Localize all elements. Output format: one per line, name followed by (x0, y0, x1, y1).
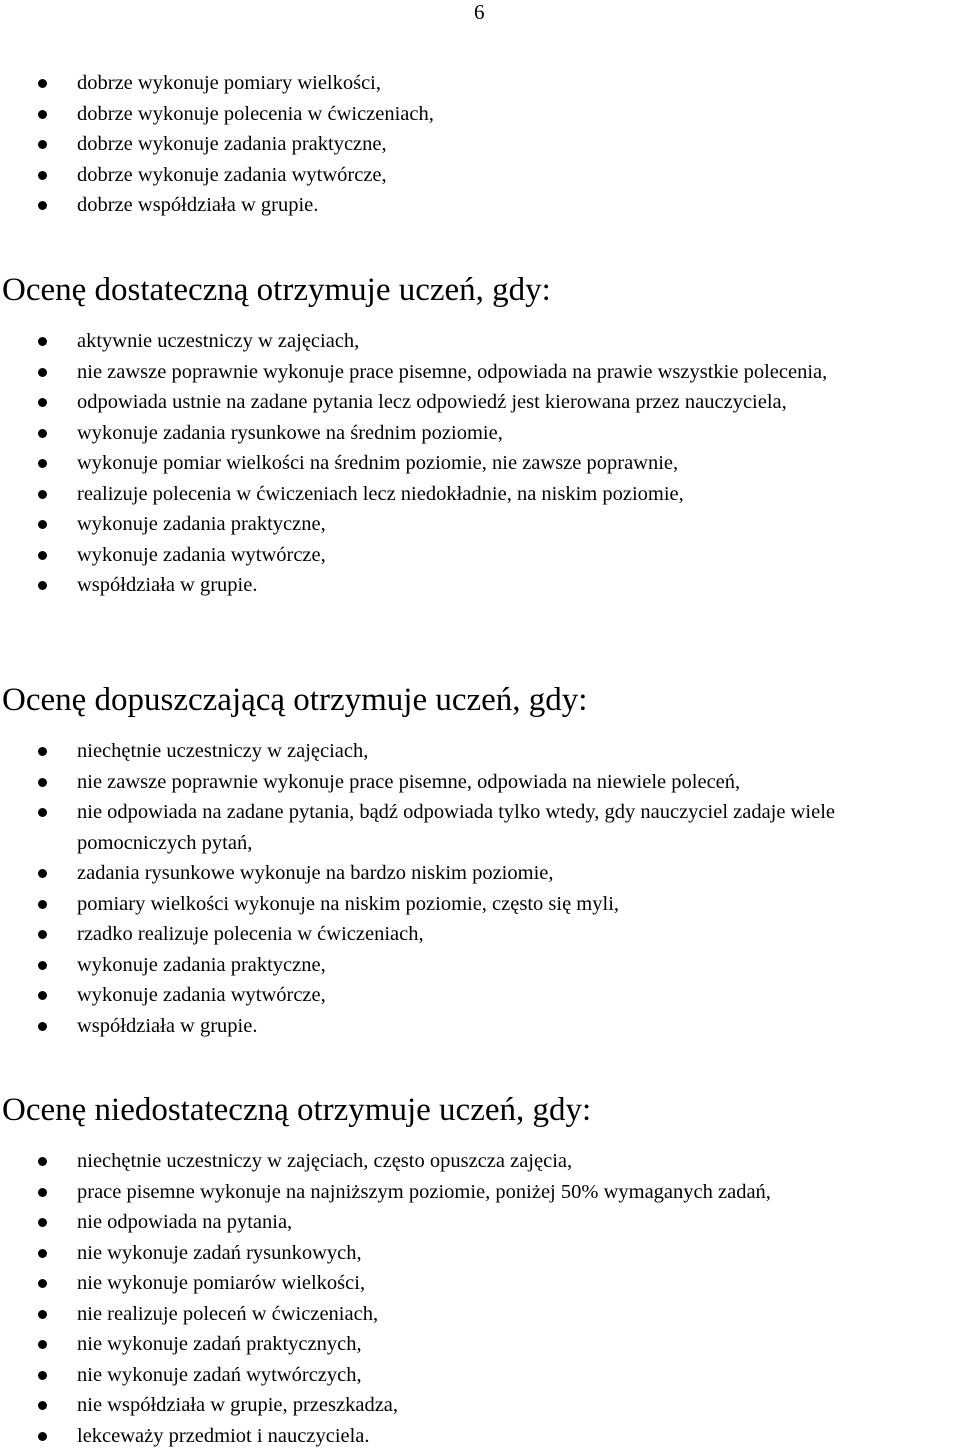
list-item: aktywnie uczestniczy w zajęciach, (0, 326, 960, 357)
bullet-icon (38, 1249, 47, 1258)
list-item: nie wykonuje zadań praktycznych, (0, 1329, 960, 1360)
bullet-icon (38, 778, 47, 787)
list-item: współdziała w grupie. (0, 570, 960, 601)
bullet-icon (38, 337, 47, 346)
list-item: wykonuje zadania wytwórcze, (0, 540, 960, 571)
list-item: wykonuje zadania praktyczne, (0, 950, 960, 981)
bullet-icon (38, 930, 47, 939)
bullet-icon (38, 1188, 47, 1197)
bullet-icon (38, 1432, 47, 1441)
list-item: nie wykonuje pomiarów wielkości, (0, 1268, 960, 1299)
list-item: nie wykonuje zadań wytwórczych, (0, 1360, 960, 1391)
section-previous-grade-list (0, 68, 960, 221)
bullet-icon (38, 79, 47, 88)
bullet-icon (38, 1022, 47, 1031)
criteria-list (0, 68, 960, 221)
list-item: realizuje polecenia w ćwiczeniach lecz niedokładnie, na niskim poziomie, (0, 479, 960, 510)
list-item: nie zawsze poprawnie wykonuje prace pisemne, odpowiada na niewiele poleceń, (0, 767, 960, 798)
section-grade-acceptable (0, 680, 960, 1041)
criteria-list (0, 1146, 960, 1451)
bullet-icon (38, 808, 47, 817)
list-item: nie zawsze poprawnie wykonuje prace pisemne, odpowiada na prawie wszystkie polecenia, (0, 357, 960, 388)
list-item: nie wykonuje zadań rysunkowych, (0, 1238, 960, 1269)
list-item: nie odpowiada na zadane pytania, bądź odpowiada tylko wtedy, gdy nauczyciel zadaje wiele pomocniczych pytań, (0, 797, 960, 858)
bullet-icon (38, 368, 47, 377)
list-item: wykonuje zadania praktyczne, (0, 509, 960, 540)
bullet-icon (38, 1401, 47, 1410)
bullet-icon (38, 1157, 47, 1166)
bullet-icon (38, 869, 47, 878)
bullet-icon (38, 900, 47, 909)
bullet-icon (38, 429, 47, 438)
bullet-icon (38, 581, 47, 590)
list-item: dobrze wykonuje zadania praktyczne, (0, 129, 960, 160)
bullet-icon (38, 1340, 47, 1349)
list-item: rzadko realizuje polecenia w ćwiczeniach, (0, 919, 960, 950)
list-item: wykonuje zadania rysunkowe na średnim poziomie, (0, 418, 960, 449)
bullet-icon (38, 991, 47, 1000)
bullet-icon (38, 398, 47, 407)
bullet-icon (38, 1371, 47, 1380)
criteria-list (0, 326, 960, 601)
list-item: współdziała w grupie. (0, 1011, 960, 1042)
section-heading: Ocenę dostateczną otrzymuje uczeń, gdy: (2, 272, 551, 308)
list-item: odpowiada ustnie na zadane pytania lecz odpowiedź jest kierowana przez nauczyciela, (0, 387, 960, 418)
bullet-icon (38, 201, 47, 210)
criteria-list (0, 736, 960, 1041)
list-item: nie realizuje poleceń w ćwiczeniach, (0, 1299, 960, 1330)
list-item: dobrze współdziała w grupie. (0, 190, 960, 221)
bullet-icon (38, 551, 47, 560)
section-grade-insufficient (0, 1090, 960, 1451)
section-grade-sufficient (0, 270, 960, 601)
bullet-icon (38, 520, 47, 529)
bullet-icon (38, 459, 47, 468)
list-item: nie odpowiada na pytania, (0, 1207, 960, 1238)
list-item: zadania rysunkowe wykonuje na bardzo niskim poziomie, (0, 858, 960, 889)
list-item: nie współdziała w grupie, przeszkadza, (0, 1390, 960, 1421)
list-item: niechętnie uczestniczy w zajęciach, często opuszcza zajęcia, (0, 1146, 960, 1177)
bullet-icon (38, 110, 47, 119)
section-heading: Ocenę niedostateczną otrzymuje uczeń, gdy: (2, 1092, 592, 1128)
list-item: lekceważy przedmiot i nauczyciela. (0, 1421, 960, 1452)
bullet-icon (38, 961, 47, 970)
list-item: niechętnie uczestniczy w zajęciach, (0, 736, 960, 767)
bullet-icon (38, 1218, 47, 1227)
bullet-icon (38, 747, 47, 756)
bullet-icon (38, 1279, 47, 1288)
bullet-icon (38, 490, 47, 499)
bullet-icon (38, 140, 47, 149)
section-heading: Ocenę dopuszczającą otrzymuje uczeń, gdy: (2, 682, 588, 718)
bullet-icon (38, 1310, 47, 1319)
list-item: dobrze wykonuje zadania wytwórcze, (0, 160, 960, 191)
bullet-icon (38, 171, 47, 180)
list-item: wykonuje zadania wytwórcze, (0, 980, 960, 1011)
list-item: dobrze wykonuje polecenia w ćwiczeniach, (0, 99, 960, 130)
list-item: wykonuje pomiar wielkości na średnim poziomie, nie zawsze poprawnie, (0, 448, 960, 479)
page-number: 6 (474, 0, 485, 24)
list-item: prace pisemne wykonuje na najniższym poziomie, poniżej 50% wymaganych zadań, (0, 1177, 960, 1208)
list-item: dobrze wykonuje pomiary wielkości, (0, 68, 960, 99)
list-item: pomiary wielkości wykonuje na niskim poziomie, często się myli, (0, 889, 960, 920)
